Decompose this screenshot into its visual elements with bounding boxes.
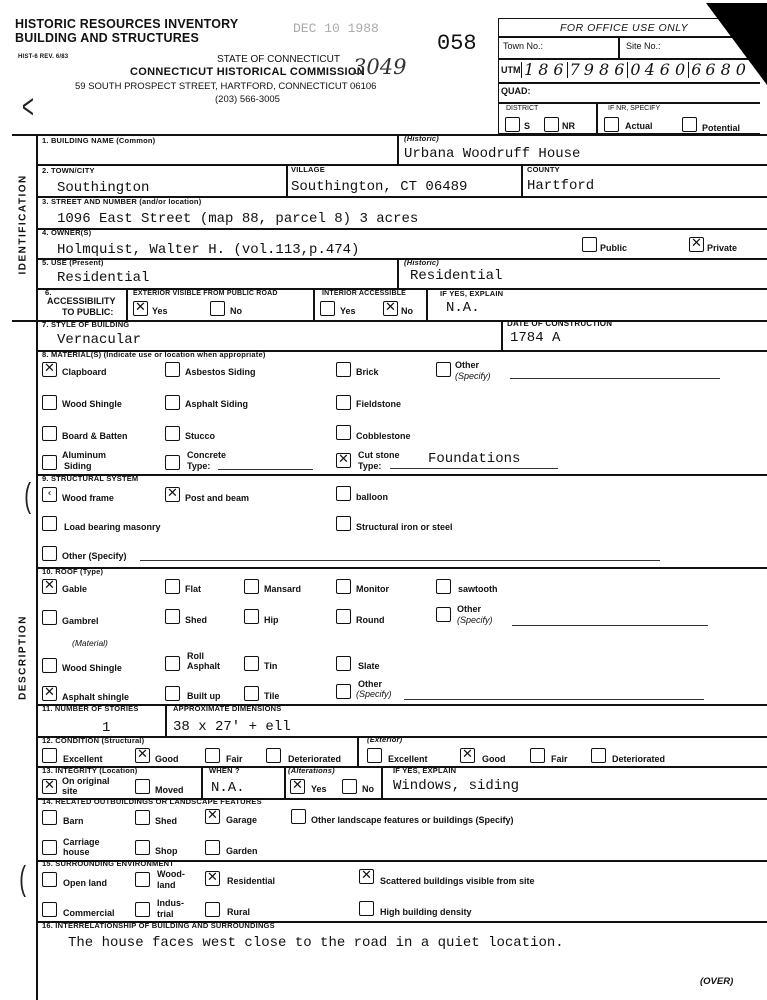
industrial-checkbox[interactable] [135, 902, 150, 917]
sawtooth-checkbox[interactable] [436, 579, 451, 594]
mansard-checkbox[interactable] [244, 579, 259, 594]
over-note: (OVER) [700, 976, 734, 987]
asphalt-shingle-checkbox[interactable]: ✕ [42, 686, 57, 701]
state-heading: STATE OF CONNECTICUT [217, 54, 340, 65]
roof-other-line [512, 625, 708, 626]
on-original-site-checkbox[interactable]: ✕ [42, 779, 57, 794]
shed-roof-label: Shed [185, 615, 208, 625]
exterior-excellent-checkbox[interactable] [367, 748, 382, 763]
exterior-yes-checkbox[interactable]: ✕ [133, 301, 148, 316]
if-yes-explain-label: IF YES, EXPLAIN [440, 289, 504, 298]
tin-label: Tin [264, 661, 278, 671]
potential-checkbox[interactable] [682, 117, 697, 132]
utm-digit: 4 [644, 60, 655, 79]
dimensions-value[interactable]: 38 x 27' + ell [173, 719, 291, 735]
material-specify-label: (Specify) [455, 371, 491, 381]
structural-excellent-label: Excellent [63, 754, 103, 764]
industrial-label-1: Indus- [157, 898, 184, 908]
rural-checkbox[interactable] [205, 902, 220, 917]
wood-frame-checkbox[interactable]: ‹ [42, 487, 57, 502]
utm-digit: 6 [553, 60, 564, 79]
on-original-label: On original [62, 776, 110, 786]
brick-checkbox[interactable] [336, 362, 351, 377]
cobblestone-label: Cobblestone [356, 431, 411, 441]
sec12-label: 12. CONDITION (Structural) [42, 736, 145, 745]
barn-label: Barn [63, 816, 84, 826]
woodland-label-1: Wood- [157, 869, 185, 879]
district-s-checkbox[interactable] [505, 117, 520, 132]
aluminum-siding-label: Siding [64, 461, 92, 471]
exterior-yes-label: Yes [152, 306, 168, 316]
interior-yes-label: Yes [340, 306, 356, 316]
access-explain-value[interactable]: N.A. [446, 300, 480, 316]
utm-digit: 0 [675, 60, 686, 79]
actual-label: Actual [625, 121, 653, 131]
cut-stone-type-label: Type: [358, 461, 382, 471]
other-landscape-checkbox[interactable] [291, 809, 306, 824]
flat-checkbox[interactable] [165, 579, 180, 594]
carriage-house-label: house [63, 847, 90, 857]
corner-tab-mark [706, 3, 767, 85]
structural-other-checkbox[interactable] [42, 546, 57, 561]
exterior-good-label: Good [482, 754, 506, 764]
structural-fair-label: Fair [226, 754, 243, 764]
exterior-deteriorated-label: Deteriorated [612, 754, 666, 764]
gambrel-label: Gambrel [62, 616, 99, 626]
interior-no-checkbox[interactable]: ✕ [383, 301, 398, 316]
commission-phone: (203) 566-3005 [215, 94, 280, 105]
structural-excellent-checkbox[interactable] [42, 748, 57, 763]
shed-label: Shed [155, 816, 178, 826]
stories-value[interactable]: 1 [102, 720, 111, 736]
binder-hole-mark-2: ( [24, 477, 32, 515]
clapboard-label: Clapboard [62, 367, 107, 377]
exterior-good-checkbox[interactable]: ✕ [460, 748, 475, 763]
concrete-label: Concrete [187, 450, 227, 460]
residential-checkbox[interactable]: ✕ [205, 871, 220, 886]
other-landscape-label: Other landscape features or buildings (Specify) [311, 815, 514, 825]
style-value[interactable]: Vernacular [57, 332, 142, 348]
fieldstone-checkbox[interactable] [336, 395, 351, 410]
sec5-label: 5. USE (Present) [42, 258, 104, 267]
village-value[interactable]: Southington, CT 06489 [291, 179, 468, 195]
street-value[interactable]: 1096 East Street (map 88, parcel 8) 3 acres [57, 211, 419, 227]
date-construction-label: DATE OF CONSTRUCTION [507, 319, 613, 328]
actual-checkbox[interactable] [604, 117, 619, 132]
utm-digit: 6 [659, 60, 670, 79]
interior-accessible-label: INTERIOR ACCESSIBLE [322, 290, 407, 297]
sec1-historic-label: (Historic) [404, 134, 439, 143]
sec15-label: 15. SURROUNDING ENVIRONMENT [42, 859, 175, 868]
round-label: Round [356, 615, 385, 625]
material-other-checkbox[interactable] [436, 362, 451, 377]
exterior-deteriorated-checkbox[interactable] [591, 748, 606, 763]
exterior-visible-label: EXTERIOR VISIBLE FROM PUBLIC ROAD [133, 290, 278, 297]
commercial-checkbox[interactable] [42, 902, 57, 917]
scattered-label: Scattered buildings visible from site [380, 876, 535, 886]
binder-hole-mark-3: ( [19, 860, 27, 898]
received-stamp: DEC 10 1988 [293, 21, 379, 36]
roof-material-label: (Material) [72, 638, 108, 648]
shop-checkbox[interactable] [135, 840, 150, 855]
built-up-checkbox[interactable] [165, 686, 180, 701]
brick-label: Brick [356, 367, 379, 377]
exterior-no-label: No [230, 306, 242, 316]
concrete-checkbox[interactable] [165, 455, 180, 470]
handwritten-file-number: 3049 [353, 55, 407, 79]
concrete-type-line [218, 469, 313, 470]
nr-specify-label: IF NR, SPECIFY [608, 105, 661, 112]
utm-digit: 8 [538, 60, 549, 79]
structural-other-line [140, 560, 660, 561]
commission-name: CONNECTICUT HISTORICAL COMMISSION [130, 66, 365, 78]
use-historic-value[interactable]: Residential [410, 268, 503, 284]
tile-checkbox[interactable] [244, 686, 259, 701]
sec10-label: 10. ROOF (Type) [42, 567, 104, 576]
district-nr-label: NR [562, 121, 575, 131]
roof-other-label: Other [457, 604, 482, 614]
roll-label: Roll [187, 651, 204, 661]
commercial-label: Commercial [63, 908, 115, 918]
load-bearing-label: Load bearing masonry [64, 522, 161, 532]
site-no-label: Site No.: [626, 41, 661, 51]
post-beam-checkbox[interactable]: ✕ [165, 487, 180, 502]
district-s-label: S [524, 121, 531, 131]
balloon-label: balloon [356, 492, 388, 502]
tile-label: Tile [264, 691, 280, 701]
load-bearing-checkbox[interactable] [42, 516, 57, 531]
sec9-label: 9. STRUCTURAL SYSTEM [42, 474, 139, 483]
carriage-label: Carriage [63, 837, 100, 847]
stucco-checkbox[interactable] [165, 426, 180, 441]
mansard-label: Mansard [264, 584, 302, 594]
utm-digit: 8 [720, 60, 731, 79]
quad-label: QUAD: [501, 86, 531, 96]
roof-material-other-line [404, 699, 704, 700]
structural-fair-checkbox[interactable] [205, 748, 220, 763]
industrial-label-2: trial [157, 909, 174, 919]
alterations-label: (Alterations) [288, 766, 335, 775]
utm-digit: 7 [567, 62, 580, 78]
hip-label: Hip [264, 615, 279, 625]
structural-good-label: Good [155, 754, 179, 764]
shop-label: Shop [155, 846, 178, 856]
sec7-label: 7. STYLE OF BUILDING [42, 320, 130, 329]
garage-label: Garage [226, 815, 258, 825]
asphalt-shingle-label: Asphalt shingle [62, 692, 130, 702]
roof-specify-label: (Specify) [457, 615, 493, 625]
sec8-label: 8. MATERIAL(S) (Indicate use or location when appropriate) [42, 350, 266, 359]
to-public-label: TO PUBLIC: [62, 307, 114, 317]
high-density-checkbox[interactable] [359, 901, 374, 916]
cobblestone-checkbox[interactable] [336, 425, 351, 440]
sec14-label: 14. RELATED OUTBUILDINGS OR LANDSCAPE FEATURES [42, 797, 262, 806]
scattered-checkbox[interactable]: ✕ [359, 869, 374, 884]
form-title: HISTORIC RESOURCES INVENTORY [15, 17, 239, 31]
slate-label: Slate [358, 661, 380, 671]
concrete-type-label: Type: [187, 461, 211, 471]
aluminum-label: Aluminum [62, 450, 106, 460]
sec1-label: 1. BUILDING NAME (Common) [42, 136, 156, 145]
asbestos-checkbox[interactable] [165, 362, 180, 377]
moved-label: Moved [155, 785, 184, 795]
material-other-label: Other [455, 360, 480, 370]
material-other-line [510, 378, 720, 379]
shed-checkbox[interactable] [135, 810, 150, 825]
roof-material-specify-label: (Specify) [356, 689, 392, 699]
use-present-value[interactable]: Residential [57, 270, 150, 286]
board-batten-label: Board & Batten [62, 431, 128, 441]
clapboard-checkbox[interactable]: ✕ [42, 362, 57, 377]
alterations-explain-value[interactable]: Windows, siding [393, 778, 520, 794]
public-label: Public [600, 243, 628, 253]
sec16-label: 16. INTERRELATIONSHIP OF BUILDING AND SURROUNDINGS [42, 921, 275, 930]
flat-label: Flat [185, 584, 202, 594]
county-value[interactable]: Hartford [527, 178, 595, 194]
asbestos-label: Asbestos Siding [185, 367, 256, 377]
utm-digit: 8 [599, 60, 610, 79]
village-label: VILLAGE [291, 165, 325, 174]
private-checkbox[interactable]: ✕ [689, 237, 704, 252]
structural-iron-checkbox[interactable] [336, 516, 351, 531]
roof-wood-shingle-label: Wood Shingle [62, 663, 122, 673]
gable-label: Gable [62, 584, 88, 594]
monitor-label: Monitor [356, 584, 389, 594]
form-number: HIST-6 REV. 6/83 [18, 54, 69, 60]
potential-label: Potential [702, 123, 741, 133]
sec2-label: 2. TOWN/CITY [42, 166, 95, 175]
asphalt-siding-label: Asphalt Siding [185, 399, 248, 409]
identification-side-label: IDENTIFICATION [17, 174, 29, 275]
alterations-yes-checkbox[interactable]: ✕ [290, 779, 305, 794]
exterior-fair-checkbox[interactable] [530, 748, 545, 763]
district-label: DISTRICT [506, 105, 539, 112]
utm-digit: 1 [521, 62, 534, 78]
balloon-checkbox[interactable] [336, 486, 351, 501]
utm-digit: 6 [614, 60, 625, 79]
structural-iron-label: Structural iron or steel [356, 522, 453, 532]
roof-wood-shingle-checkbox[interactable] [42, 658, 57, 673]
open-land-label: Open land [63, 878, 108, 888]
round-checkbox[interactable] [336, 609, 351, 624]
sec4-label: 4. OWNER(S) [42, 228, 92, 237]
private-label: Private [707, 243, 738, 253]
structural-deteriorated-label: Deteriorated [288, 754, 342, 764]
residential-label: Residential [227, 876, 276, 886]
district-nr-checkbox[interactable] [544, 117, 559, 132]
cut-stone-checkbox[interactable]: ✕ [336, 453, 351, 468]
alterations-yes-label: Yes [311, 784, 327, 794]
roof-other-checkbox[interactable] [436, 607, 451, 622]
utm-digit: 9 [583, 60, 594, 79]
gambrel-checkbox[interactable] [42, 610, 57, 625]
roof-material-other-checkbox[interactable] [336, 684, 351, 699]
stucco-label: Stucco [185, 431, 216, 441]
hip-checkbox[interactable] [244, 609, 259, 624]
garden-label: Garden [226, 846, 258, 856]
woodland-checkbox[interactable] [135, 872, 150, 887]
when-label: WHEN ? [209, 766, 240, 775]
post-beam-label: Post and beam [185, 493, 250, 503]
roof-material-other-label: Other [358, 679, 383, 689]
office-use-heading: FOR OFFICE USE ONLY [560, 22, 689, 34]
utm-digit: 6 [688, 62, 701, 78]
slate-checkbox[interactable] [336, 656, 351, 671]
shed-roof-checkbox[interactable] [165, 609, 180, 624]
exterior-excellent-label: Excellent [388, 754, 428, 764]
when-value[interactable]: N.A. [211, 780, 245, 796]
accessibility-label: ACCESSIBILITY [47, 296, 116, 306]
sec5-historic-label: (Historic) [404, 258, 439, 267]
town-no-label: Town No.: [503, 41, 544, 51]
open-land-checkbox[interactable] [42, 872, 57, 887]
alterations-no-label: No [362, 784, 374, 794]
built-up-label: Built up [187, 691, 221, 701]
garage-checkbox[interactable]: ✕ [205, 809, 220, 824]
owner-value[interactable]: Holmquist, Walter H. (vol.113,p.474) [57, 242, 360, 258]
gable-checkbox[interactable]: ✕ [42, 579, 57, 594]
utm-label: UTM [501, 65, 521, 75]
structural-good-checkbox[interactable]: ✕ [135, 748, 150, 763]
garden-checkbox[interactable] [205, 840, 220, 855]
high-density-label: High building density [380, 907, 472, 917]
interior-no-label: No [401, 306, 413, 316]
approx-dimensions-label: APPROXIMATE DIMENSIONS [173, 704, 282, 713]
cut-stone-label: Cut stone [358, 450, 400, 460]
monitor-checkbox[interactable] [336, 579, 351, 594]
exterior-fair-label: Fair [551, 754, 568, 764]
aluminum-checkbox[interactable] [42, 455, 57, 470]
description-side-label: DESCRIPTION [17, 615, 29, 700]
roll-asphalt-checkbox[interactable] [165, 656, 180, 671]
sec11-label: 11. NUMBER OF STORIES [42, 704, 139, 713]
cut-stone-type-value[interactable]: Foundations [428, 451, 521, 467]
town-value[interactable]: Southington [57, 180, 150, 196]
binder-hole-mark: < [21, 88, 34, 126]
sheet-number: 058 [437, 31, 477, 56]
barn-checkbox[interactable] [42, 810, 57, 825]
sec6-number: 6. [45, 288, 52, 297]
rural-label: Rural [227, 907, 251, 917]
utm-digit: 6 [705, 60, 716, 79]
public-checkbox[interactable] [582, 237, 597, 252]
wood-frame-label: Wood frame [62, 493, 114, 503]
woodland-label-2: land [157, 880, 176, 890]
board-batten-checkbox[interactable] [42, 426, 57, 441]
integrity-explain-label: IF YES, EXPLAIN [393, 766, 457, 775]
carriage-house-checkbox[interactable] [42, 840, 57, 855]
on-original-site-label: site [62, 786, 78, 796]
moved-checkbox[interactable] [135, 779, 150, 794]
utm-digit: 0 [735, 60, 746, 79]
wood-shingle-checkbox[interactable] [42, 395, 57, 410]
fieldstone-label: Fieldstone [356, 399, 402, 409]
interrelationship-value[interactable]: The house faces west close to the road in a quiet location. [68, 935, 564, 951]
alterations-no-checkbox[interactable] [342, 779, 357, 794]
structural-deteriorated-checkbox[interactable] [266, 748, 281, 763]
county-label: COUNTY [527, 165, 560, 174]
sec3-label: 3. STREET AND NUMBER (and/or location) [42, 197, 202, 206]
sec13-label: 13. INTEGRITY (Location) [42, 766, 138, 775]
tin-checkbox[interactable] [244, 656, 259, 671]
date-value[interactable]: 1784 A [510, 330, 561, 346]
asphalt-siding-checkbox[interactable] [165, 395, 180, 410]
interior-yes-checkbox[interactable] [320, 301, 335, 316]
sec12-exterior-label: (Exterior) [367, 735, 403, 744]
cut-stone-type-line [390, 468, 558, 469]
structural-other-label: Other (Specify) [62, 551, 127, 561]
sawtooth-label: sawtooth [458, 584, 498, 594]
commission-address: 59 SOUTH PROSPECT STREET, HARTFORD, CONNECTICUT 06106 [75, 81, 377, 92]
wood-shingle-label: Wood Shingle [62, 399, 122, 409]
roll-asphalt-label: Asphalt [187, 661, 221, 671]
building-name-historic[interactable]: Urbana Woodruff House [404, 146, 581, 162]
exterior-no-checkbox[interactable] [210, 301, 225, 316]
utm-digit: 0 [627, 62, 640, 78]
form-subtitle: BUILDING AND STRUCTURES [15, 31, 199, 45]
